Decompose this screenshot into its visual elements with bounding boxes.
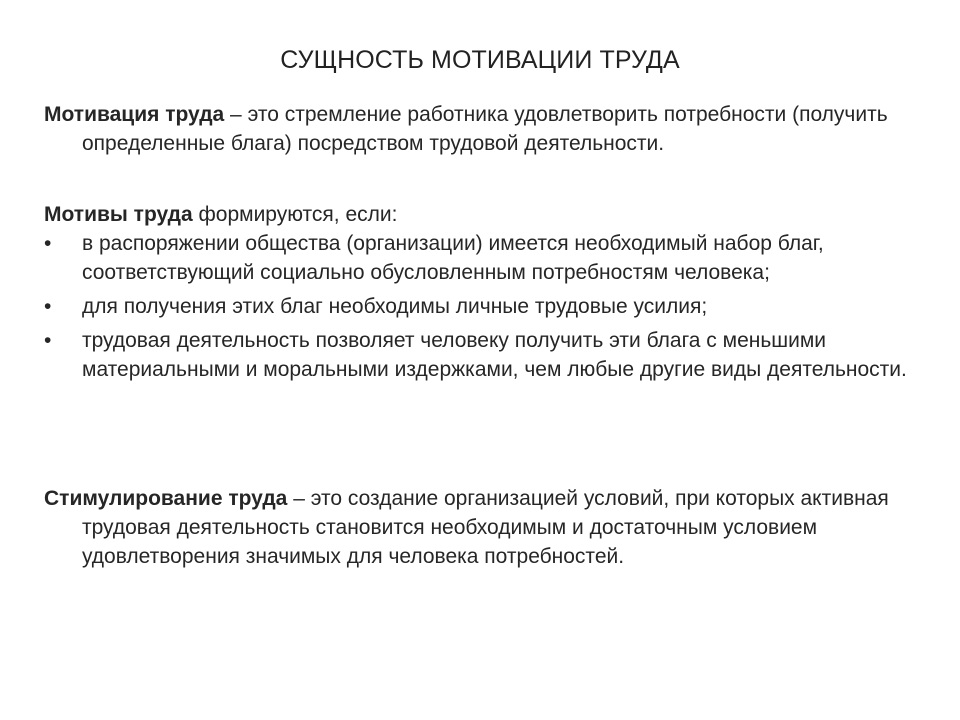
motives-block: [44, 200, 914, 384]
bullet-icon: •: [44, 295, 52, 318]
motives-list: [44, 229, 914, 384]
stimulation-definition: – это создание организацией условий, при которых активная трудовая деятельность становится необходимым и достаточным условием удовлетворения значимых для человека потребностей.: [82, 487, 889, 568]
motivation-paragraph: [44, 100, 914, 158]
bullet-icon: •: [44, 232, 52, 255]
motives-intro-paragraph: [44, 200, 914, 229]
motivation-definition-block: [44, 100, 914, 158]
bullet-icon: •: [44, 329, 52, 352]
slide-title: СУЩНОСТЬ МОТИВАЦИИ ТРУДА: [280, 46, 680, 74]
stimulation-term: Стимулирование труда: [44, 487, 288, 510]
stimulation-definition-block: [44, 484, 914, 571]
list-item: [44, 326, 914, 384]
motives-intro: формируются, если:: [192, 203, 398, 226]
stimulation-paragraph: [44, 484, 914, 571]
list-item-text: трудовая деятельность позволяет человеку получить эти блага с меньшими материальными и моральными издержками, чем любые другие виды деятельности.: [82, 329, 907, 381]
motivation-term: Мотивация труда: [44, 103, 225, 126]
list-item-text: для получения этих благ необходимы личные трудовые усилия;: [82, 295, 708, 318]
list-item: [44, 229, 914, 287]
motives-term: Мотивы труда: [44, 203, 193, 226]
list-item: [44, 292, 914, 321]
motivation-definition: – это стремление работника удовлетворить потребности (получить определенные блага) посредством трудовой деятельности.: [82, 103, 888, 155]
list-item-text: в распоряжении общества (организации) имеется необходимый набор благ, соответствующий социально обусловленным потребностям человека;: [82, 232, 824, 284]
